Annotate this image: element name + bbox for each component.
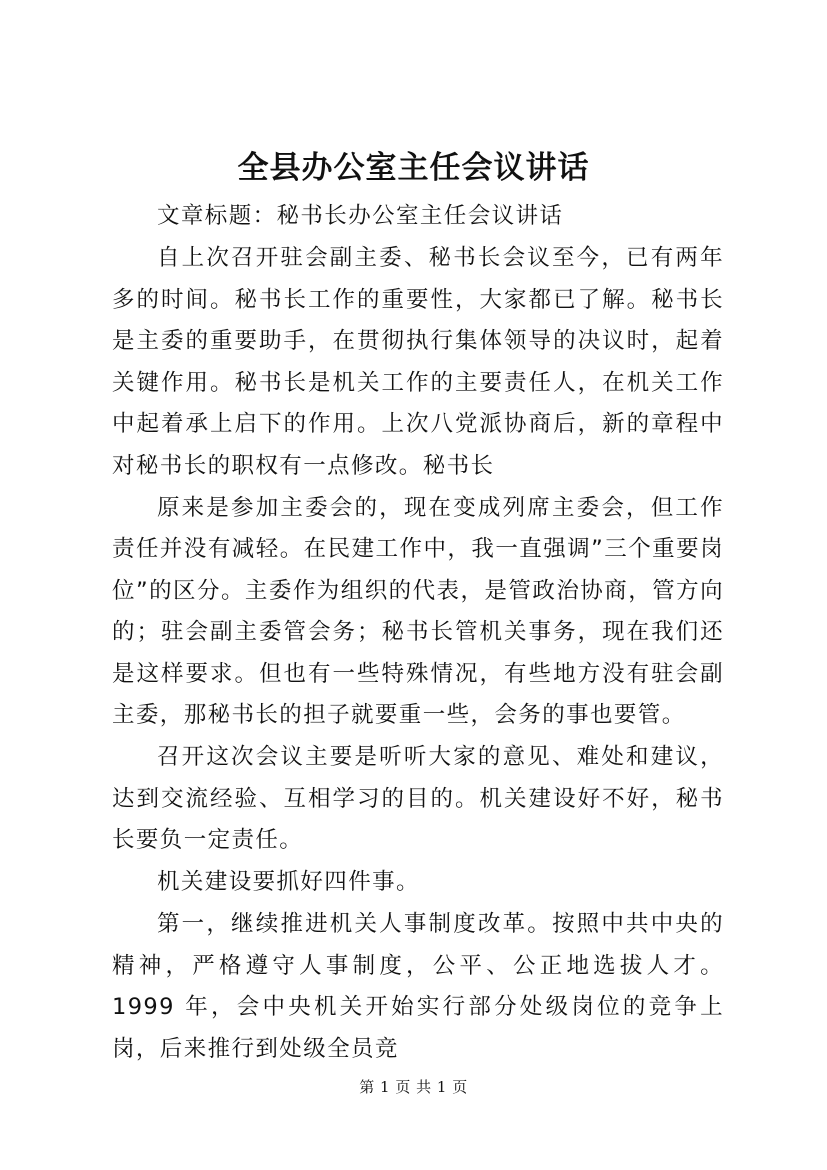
paragraph-article-title: 文章标题：秘书长办公室主任会议讲话 xyxy=(157,203,564,229)
document-body xyxy=(112,196,724,1071)
paragraph: 召开这次会议主要是听听大家的意见、难处和建议，达到交流经验、互相学习的目的。机关建设好不好，秘书长要负一定责任。 xyxy=(112,744,724,854)
document-title: 全县办公室主任会议讲话 xyxy=(237,150,590,186)
page-footer: 第 1 页 共 1 页 xyxy=(359,1078,468,1096)
paragraph: 第一，继续推进机关人事制度改革。按照中共中央的精神，严格遵守人事制度，公平、公正地选拔人才。1999 年，会中央机关开始实行部分处级岗位的竞争上岗，后来推行到处级全员竞 xyxy=(112,911,724,1062)
paragraph: 原来是参加主委会的，现在变成列席主委会，但工作责任并没有减轻。在民建工作中，我一直强调”三个重要岗位”的区分。主委作为组织的代表，是管政治协商，管方向的；驻会副主委管会务；秘书长管机关事务，现在我们还是这样要求。但也有一些特殊情况，有些地方没有驻会副主委，那秘书长的担子就要重一些，会务的事也要管。 xyxy=(112,494,724,729)
paragraph: 自上次召开驻会副主委、秘书长会议至今，已有两年多的时间。秘书长工作的重要性，大家都已了解。秘书长是主委的重要助手，在贯彻执行集体领导的决议时，起着关键作用。秘书长是机关工作的主要责任人，在机关工作中起着承上启下的作用。上次八党派协商后，新的章程中对秘书长的职权有一点修改。秘书长 xyxy=(112,245,724,479)
paragraph: 机关建设要抓好四件事。 xyxy=(157,869,420,896)
